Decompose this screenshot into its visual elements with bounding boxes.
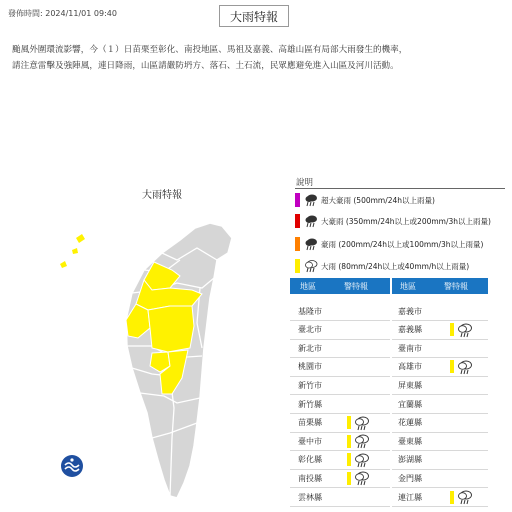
column-header-region: 地區 <box>400 281 416 291</box>
county-name: 苗栗縣 <box>298 418 322 428</box>
legend-swatch <box>295 214 300 228</box>
cwa-logo-icon <box>61 455 83 477</box>
county-name: 彰化縣 <box>298 455 322 465</box>
county-name: 嘉義縣 <box>398 325 422 335</box>
column-header-warning: 警特報 <box>344 281 368 291</box>
legend-divider <box>295 188 505 189</box>
description-line-2: 請注意雷擊及強陣風，連日降雨，山區請嚴防坍方、落石、土石流，民眾應避免進入山區及河川活動。 <box>12 61 399 71</box>
county-name: 臺東縣 <box>398 436 422 446</box>
county-name: 桃園市 <box>298 362 322 372</box>
county-name: 南投縣 <box>298 473 322 483</box>
county-name: 新竹市 <box>298 380 322 390</box>
county-name: 花蓮縣 <box>398 418 422 428</box>
county-name: 基隆市 <box>298 306 322 316</box>
column-header-warning: 警特報 <box>444 281 468 291</box>
legend-row-extremely-torrential <box>295 214 491 228</box>
thunder-rain-icon <box>304 237 318 251</box>
map-title: 大雨特報 <box>142 190 182 201</box>
table-header-right <box>392 278 488 294</box>
county-name: 屏東縣 <box>398 380 422 390</box>
thunder-rain-icon <box>304 214 318 228</box>
row-divider <box>392 506 488 507</box>
legend-label: 大雨 (80mm/24h以上或40mm/h以上雨量) <box>321 261 470 271</box>
county-name: 嘉義市 <box>398 306 422 316</box>
county-name: 新北市 <box>298 343 322 353</box>
matsu-islands <box>60 234 85 268</box>
heavy-rain-icon <box>347 452 373 468</box>
page-title <box>219 5 289 27</box>
warning-nantou <box>148 306 194 352</box>
county-name: 宜蘭縣 <box>398 399 422 409</box>
county-name: 臺南市 <box>398 343 422 353</box>
county-name: 金門縣 <box>398 473 422 483</box>
heavy-rain-icon <box>347 433 373 449</box>
legend-label: 超大豪雨 (500mm/24h以上雨量) <box>321 195 435 205</box>
county-name: 臺北市 <box>298 325 322 335</box>
county-name: 雲林縣 <box>298 492 322 502</box>
heavy-rain-icon <box>450 359 476 375</box>
legend-swatch <box>295 193 300 207</box>
legend-row-heavy-rain <box>295 259 469 273</box>
taiwan-map <box>52 198 252 508</box>
legend-label: 豪雨 (200mm/24h以上或100mm/3h以上雨量) <box>321 239 484 249</box>
county-name: 新竹縣 <box>298 399 322 409</box>
description-line-1: 颱風外圍環流影響，今（１）日苗栗至彰化、南投地區、馬祖及嘉義、高雄山區有局部大雨發生的機率， <box>12 45 408 55</box>
heavy-rain-icon <box>347 415 373 431</box>
rain-icon <box>304 259 318 273</box>
legend-row-torrential <box>295 237 483 251</box>
heavy-rain-icon <box>450 322 476 338</box>
page-title-text: 大雨特報 <box>229 9 278 24</box>
county-name: 高雄市 <box>398 362 422 372</box>
legend-swatch <box>295 259 300 273</box>
table-header-left <box>290 278 390 294</box>
issue-time: 發佈時間: 2024/11/01 09:40 <box>8 9 117 18</box>
legend-row-super-torrential <box>295 193 435 207</box>
county-name: 臺中市 <box>298 436 322 446</box>
warning-description <box>12 42 502 74</box>
heavy-rain-icon <box>450 489 476 505</box>
legend-swatch <box>295 237 300 251</box>
thunder-rain-icon <box>304 193 318 207</box>
heavy-rain-icon <box>347 470 373 486</box>
county-name: 連江縣 <box>398 492 422 502</box>
column-header-region: 地區 <box>300 281 316 291</box>
legend-title: 說明 <box>296 178 314 188</box>
legend-label: 大豪雨 (350mm/24h以上或200mm/3h以上雨量) <box>321 216 491 226</box>
row-divider <box>290 506 390 507</box>
county-name: 澎湖縣 <box>398 455 422 465</box>
